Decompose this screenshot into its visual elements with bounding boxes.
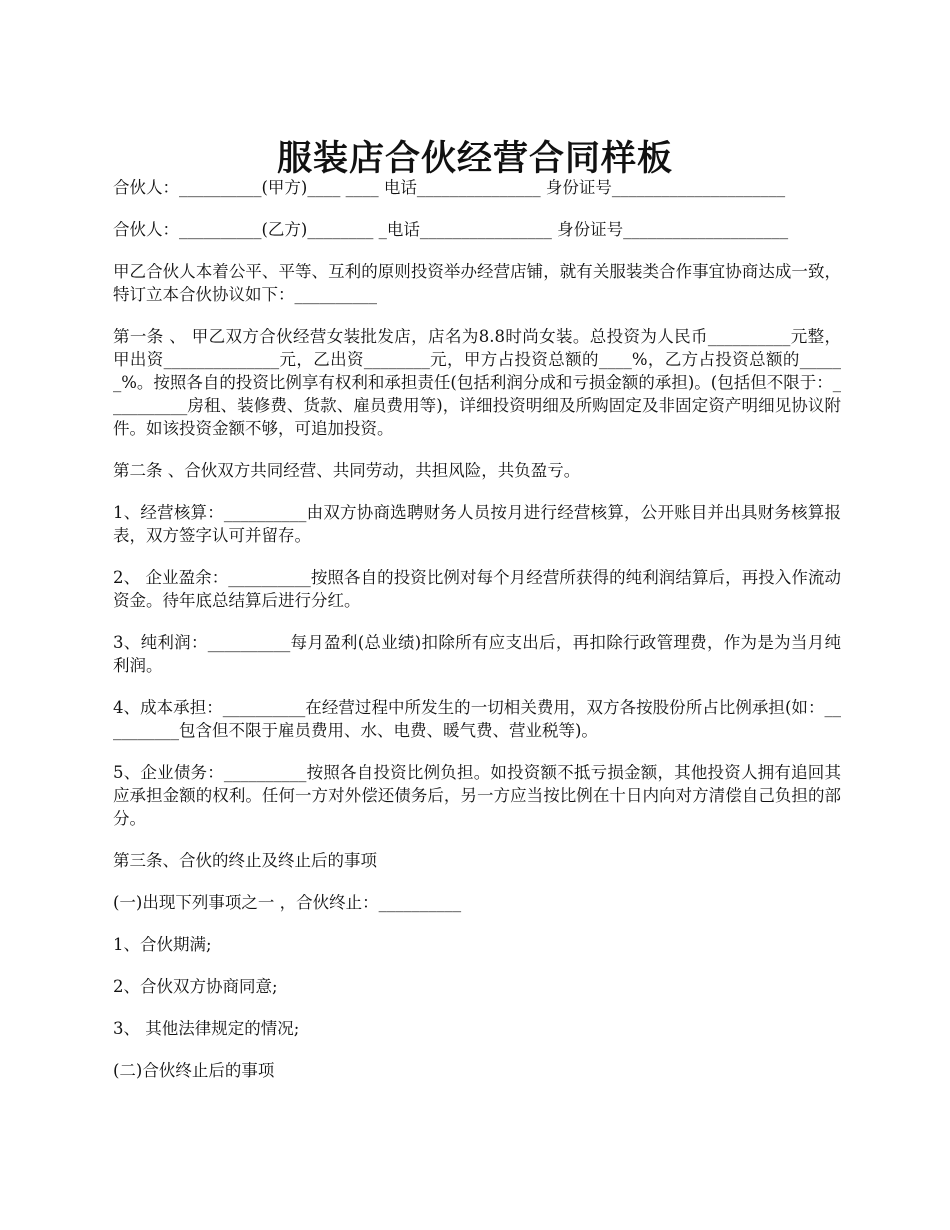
post-termination-heading: (二)合伙终止后的事项 bbox=[113, 1061, 275, 1080]
termination-conditions-heading: (一)出现下列事项之一 ，合伙终止：__________ bbox=[113, 893, 462, 912]
article-3-heading: 第三条、合伙的终止及终止后的事项 bbox=[113, 851, 377, 870]
partner-b-line: 合伙人：__________(乙方)________ _电话________________ 身份证号____________________ bbox=[113, 220, 789, 239]
document-title: 服装店合伙经营合同样板 bbox=[276, 138, 673, 180]
termination-item-3: 3、 其他法律规定的情况; bbox=[113, 1019, 300, 1038]
termination-item-1: 1、合伙期满; bbox=[113, 935, 212, 954]
document-body bbox=[113, 176, 841, 1101]
clause-debts: 5、企业债务：__________按照各自投资比例负担。如投资额不抵亏损金额，其他投资人拥有追回其应承担金额的权利。任何一方对外偿还债务后，另一方应当按比例在十日内向对方清偿自己负担的部分。 bbox=[113, 763, 841, 828]
article-2-heading: 第二条 、合伙双方共同经营、共同劳动，共担风险，共负盈亏。 bbox=[113, 461, 581, 480]
clause-net-profit: 3、纯利润：__________每月盈利(总业绩)扣除所有应支出后，再扣除行政管理费，作为是为当月纯利润。 bbox=[113, 633, 841, 675]
preamble-paragraph: 甲乙合伙人本着公平、平等、互利的原则投资举办经营店铺，就有关服装类合作事宜协商达成一致，特订立本合伙协议如下：__________ bbox=[113, 262, 841, 304]
article-1-paragraph: 第一条 、 甲乙双方合伙经营女装批发店，店名为8.8时尚女装。总投资为人民币__________元整，甲出资______________元，乙出资________元，甲方占投资总额的____%，乙方占投资总额的______%。按照各自的投资比例享有权利和承担责任(包括利润分成和亏损金额的承担)。(包括但不限于：__________房租、装修费、货款、雇员费用等)，详细投资明细及所购固定及非固定资产明细见协议附件。如该投资金额不够，可追加投资。 bbox=[113, 327, 841, 438]
partner-a-line: 合伙人：__________(甲方)____ ____ 电话_______________ 身份证号_____________________ bbox=[113, 178, 786, 197]
clause-cost-bearing: 4、成本承担：__________在经营过程中所发生的一切相关费用，双方各按股份所占比例承担(如：__________包含但不限于雇员费用、水、电费、暖气费、营业税等)。 bbox=[113, 698, 841, 740]
clause-accounting: 1、经营核算：__________由双方协商选聘财务人员按月进行经营核算，公开账目并出具财务核算报表，双方签字认可并留存。 bbox=[113, 503, 841, 545]
clause-surplus: 2、 企业盈余：__________按照各自的投资比例对每个月经营所获得的纯利润结算后，再投入作流动资金。待年底总结算后进行分红。 bbox=[113, 568, 841, 610]
termination-item-2: 2、合伙双方协商同意; bbox=[113, 977, 278, 996]
